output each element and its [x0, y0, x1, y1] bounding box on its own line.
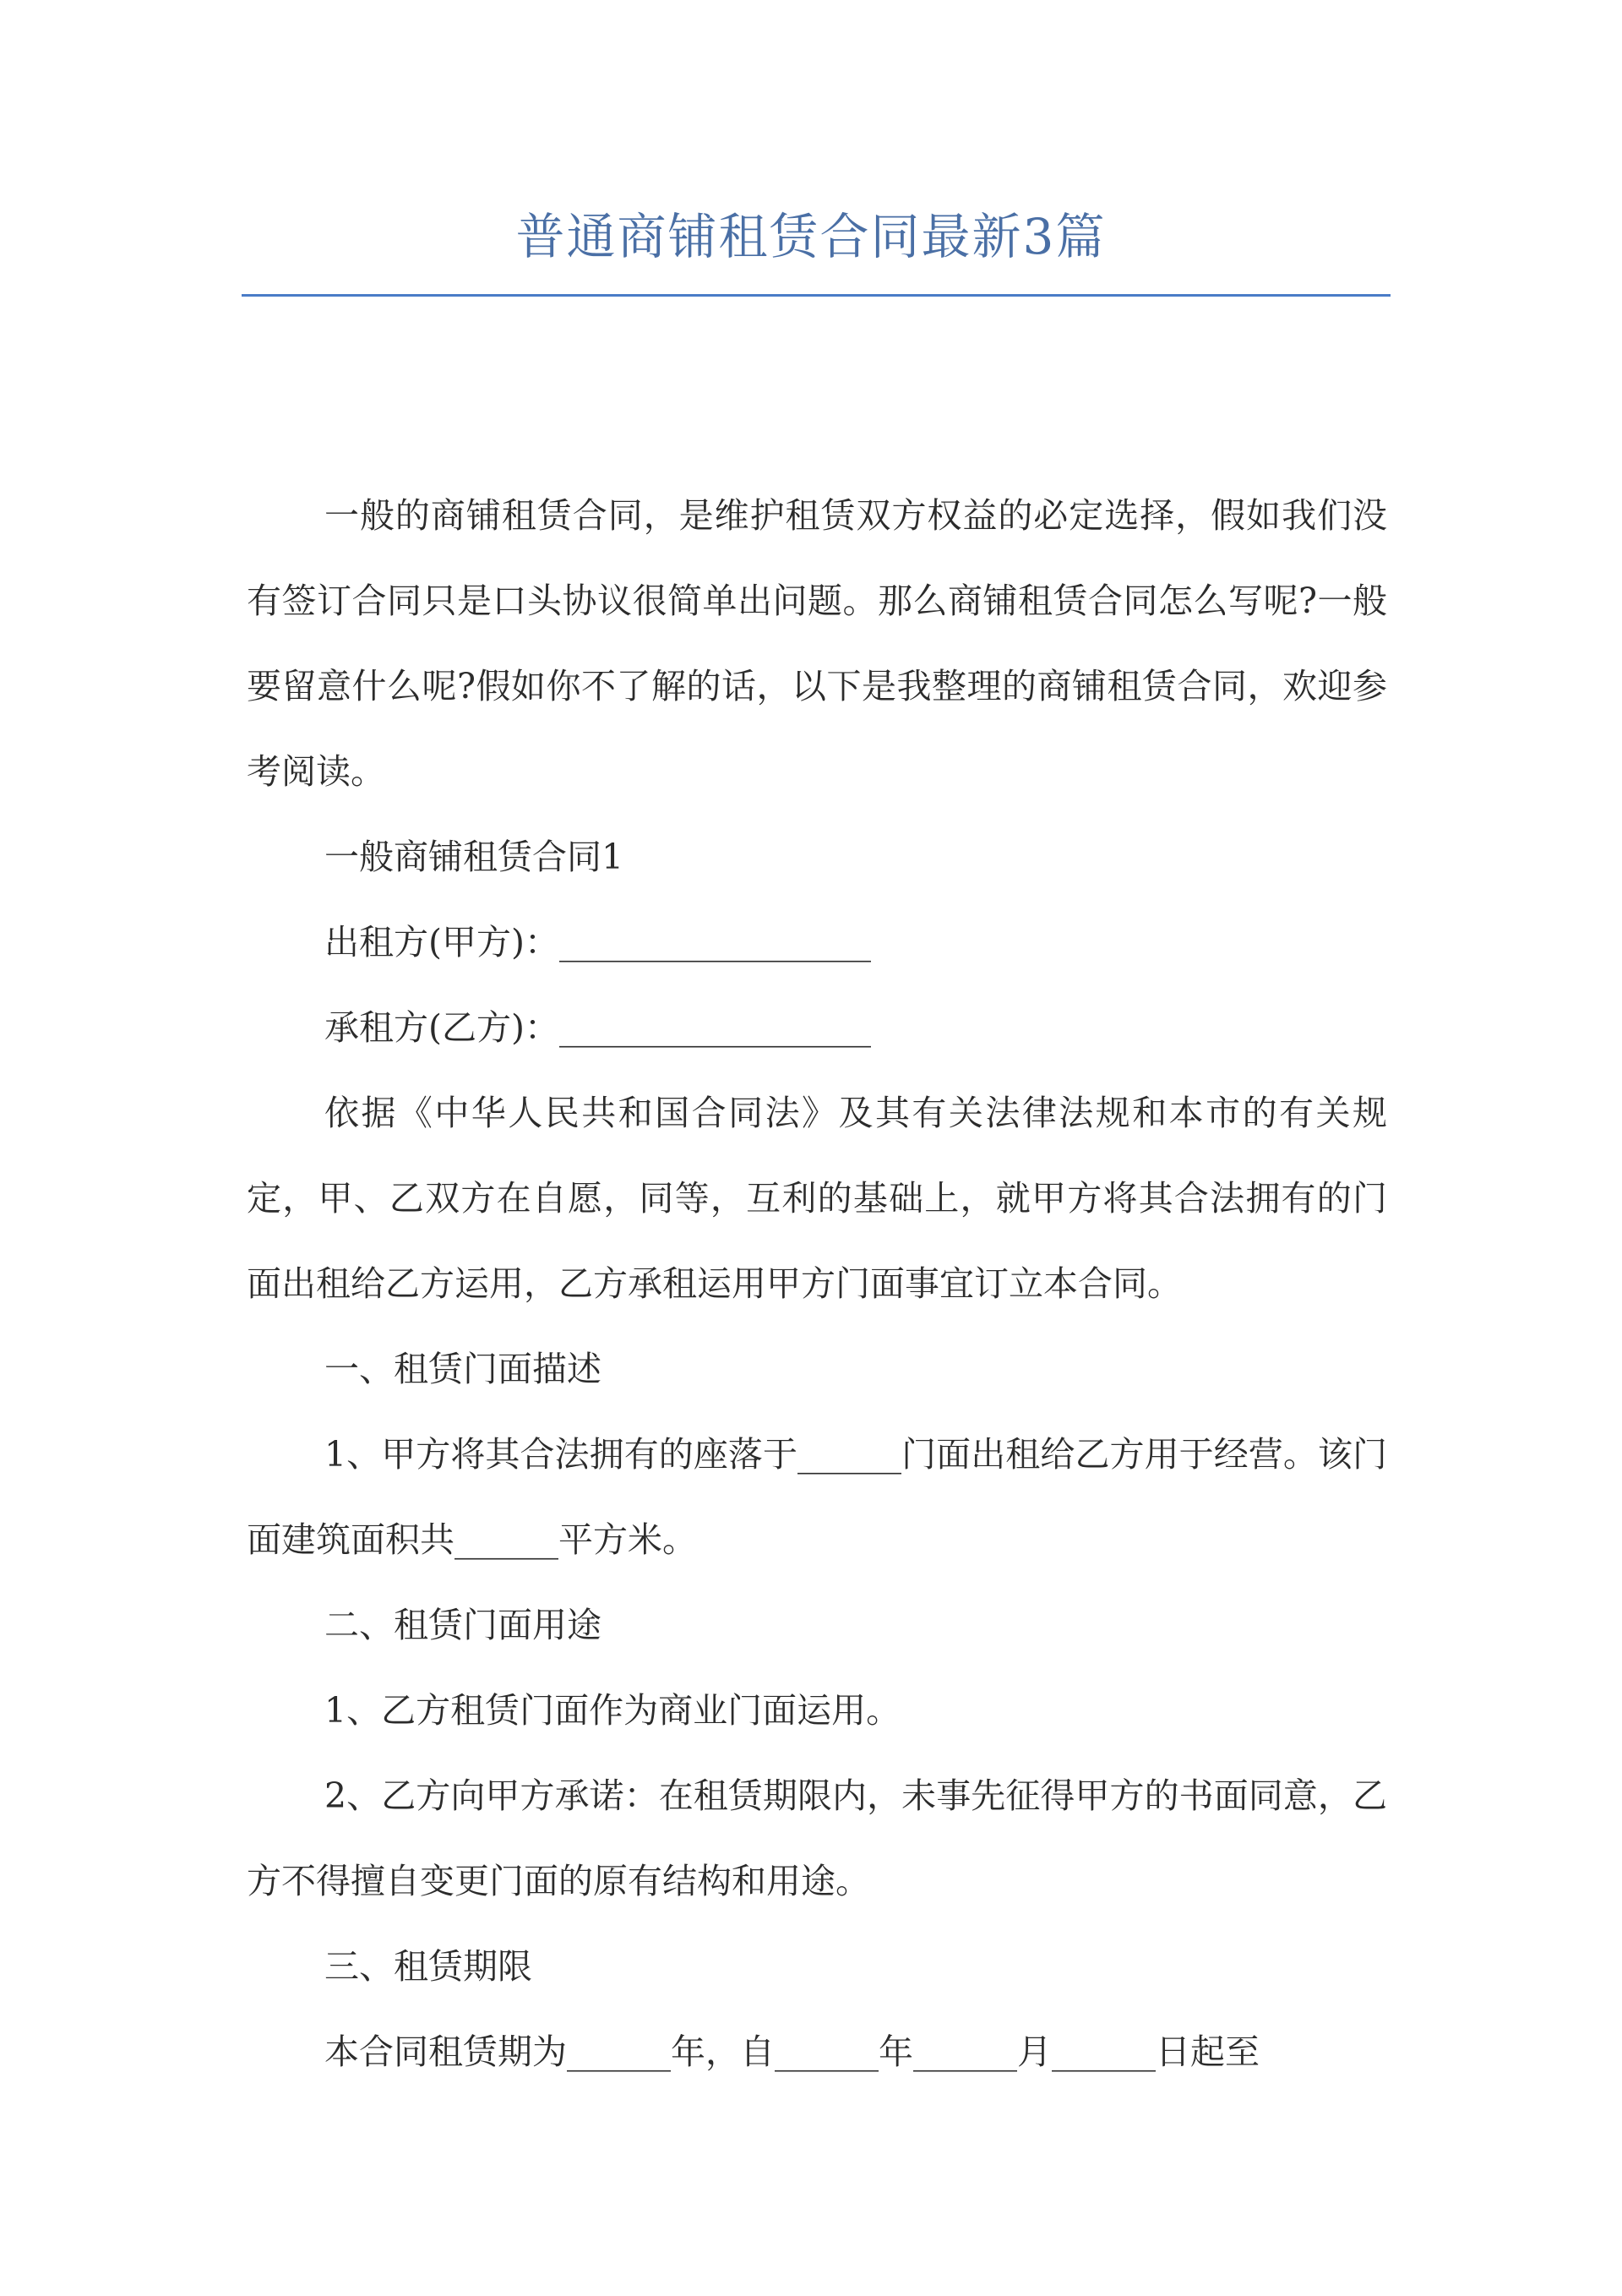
clause-2-1: 1、乙方租赁门面作为商业门面运用。	[324, 1690, 901, 1731]
lease-term-paragraph: 本合同租赁期为______年，自______年______月______日起至	[324, 2031, 1260, 2072]
lessee-line: 承租方(乙方)：__________________	[324, 1007, 871, 1048]
lessor-line: 出租方(甲方)：__________________	[324, 922, 871, 963]
contract-heading: 一般商铺租赁合同1	[324, 837, 624, 877]
document-title: 普通商铺租赁合同最新3篇	[515, 208, 1107, 265]
section-heading-2: 二、租赁门面用途	[324, 1605, 601, 1645]
document-body	[247, 473, 1387, 2095]
intro-paragraph: 一般的商铺租赁合同，是维护租赁双方权益的必定选择，假如我们没有签订合同只是口头协议很简单出问题。那么商铺租赁合同怎么写呢?一般要留意什么呢?假如你不了解的话，以下是我整理的商铺租赁合同，欢迎参考阅读。	[247, 495, 1387, 792]
title-underline	[242, 294, 1391, 297]
section-heading-3: 三、租赁期限	[324, 1946, 532, 1987]
clause-2-2: 2、乙方向甲方承诺：在租赁期限内，未事先征得甲方的书面同意，乙方不得擅自变更门面的原有结构和用途。	[247, 1775, 1387, 1901]
clause-1-1: 1、甲方将其合法拥有的座落于______门面出租给乙方用于经营。该门面建筑面积共______平方米。	[247, 1434, 1387, 1560]
section-heading-1: 一、租赁门面描述	[324, 1349, 601, 1389]
basis-paragraph: 依据《中华人民共和国合同法》及其有关法律法规和本市的有关规定，甲、乙双方在自愿，同等，互利的基础上，就甲方将其合法拥有的门面出租给乙方运用，乙方承租运用甲方门面事宜订立本合同。	[247, 1093, 1387, 1304]
